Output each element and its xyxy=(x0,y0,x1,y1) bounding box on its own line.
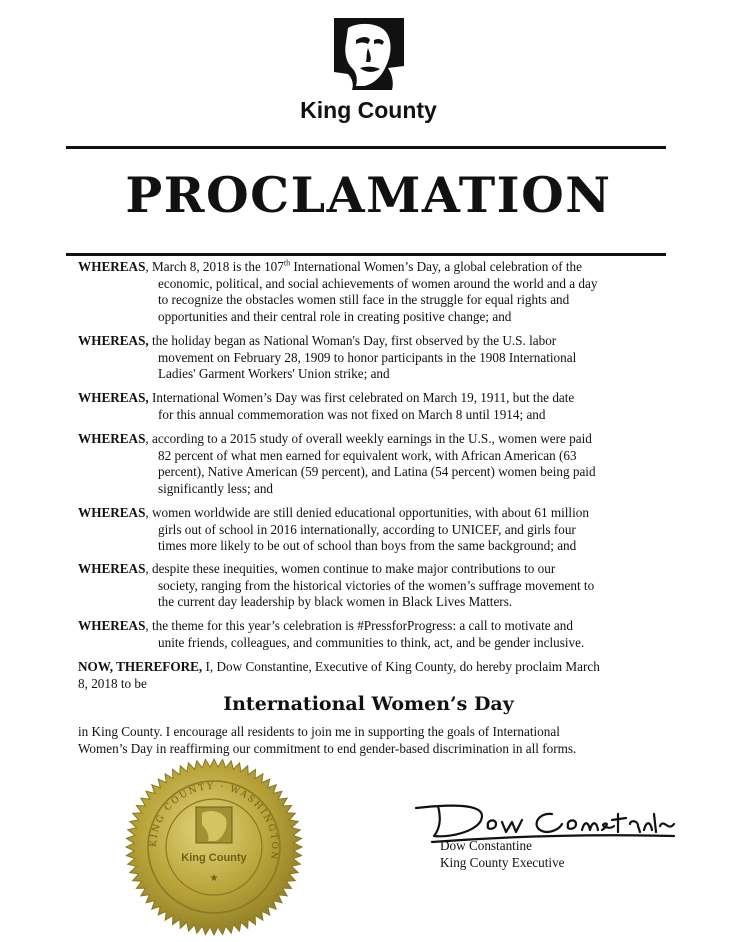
whereas-paragraph: WHEREAS, March 8, 2018 is the 107th International Women’s Day, a global celebration of the economic, political, and social achievements of women around the world and a day to recognize the obstacles women still face in the struggle for equal rights and opportunities and their central role in creating positive change; and xyxy=(78,258,598,324)
document-title: PROCLAMATION xyxy=(125,166,612,224)
svg-text:★: ★ xyxy=(209,873,219,884)
bottom-rule xyxy=(66,253,666,256)
seal-center-text: King County xyxy=(181,852,247,864)
whereas-keyword: WHEREAS xyxy=(78,431,146,446)
whereas-paragraph: WHEREAS, International Women’s Day was first celebrated on March 19, 1911, but the date for this annual commemoration was not fixed on March 8 until 1914; and xyxy=(78,390,575,422)
mlk-logo-icon xyxy=(334,18,404,90)
now-therefore-keyword: NOW, THEREFORE, xyxy=(78,659,203,674)
whereas-keyword: WHEREAS xyxy=(78,561,146,576)
proclaimed-day-title: International Women’s Day xyxy=(223,693,514,715)
gold-seal-icon xyxy=(124,757,304,937)
signatory-name: Dow Constantine xyxy=(440,838,532,853)
now-therefore-paragraph: NOW, THEREFORE, I, Dow Constantine, Executive of King County, do hereby proclaim March 8, 2018 to be xyxy=(78,659,600,691)
signatory-block xyxy=(440,838,565,871)
king-county-logo xyxy=(0,18,737,95)
whereas-keyword: WHEREAS xyxy=(78,259,146,274)
whereas-paragraph: WHEREAS, the theme for this year’s celebration is #PressforProgress: a call to motivate and unite friends, colleagues, and communities to think, act, and be gender inclusive. xyxy=(78,618,585,650)
seal-ring-text: KING COUNTY · WASHINGTON xyxy=(148,781,280,862)
whereas-paragraph: WHEREAS, according to a 2015 study of overall weekly earnings in the U.S., women were paid 82 percent of what men earned for equivalent work, with African American (63 percent), Native American (59 percent), and Latina (54 percent) women being paid significantly less; and xyxy=(78,431,596,496)
whereas-paragraph: WHEREAS, despite these inequities, women continue to make major contributions to our society, ranging from the historical victories of the women’s suffrage movement to the current day leadership by black women in Black Lives Matters. xyxy=(78,561,595,610)
whereas-paragraph: WHEREAS, the holiday began as National Woman's Day, first observed by the U.S. labor movement on February 28, 1909 to honor participants in the 1908 International Ladies' Garment Workers' Union strike; and xyxy=(78,333,577,382)
whereas-keyword: WHEREAS xyxy=(78,618,146,633)
whereas-keyword: WHEREAS, xyxy=(78,390,149,405)
org-name: King County xyxy=(300,97,437,123)
signatory-title: King County Executive xyxy=(440,854,565,870)
closing-paragraph: in King County. I encourage all residents to join me in supporting the goals of International Women’s Day in reaffirming our commitment to end gender-based discrimination in all forms. xyxy=(78,724,577,756)
whereas-keyword: WHEREAS xyxy=(78,505,146,520)
top-rule xyxy=(66,146,666,149)
whereas-keyword: WHEREAS, xyxy=(78,333,149,348)
whereas-paragraph: WHEREAS, women worldwide are still denied educational opportunities, with about 61 million girls out of school in 2016 internationally, according to UNICEF, and girls four times more likely to be out of school than boys from the same background; and xyxy=(78,505,589,554)
seal-logo-icon xyxy=(196,807,232,843)
